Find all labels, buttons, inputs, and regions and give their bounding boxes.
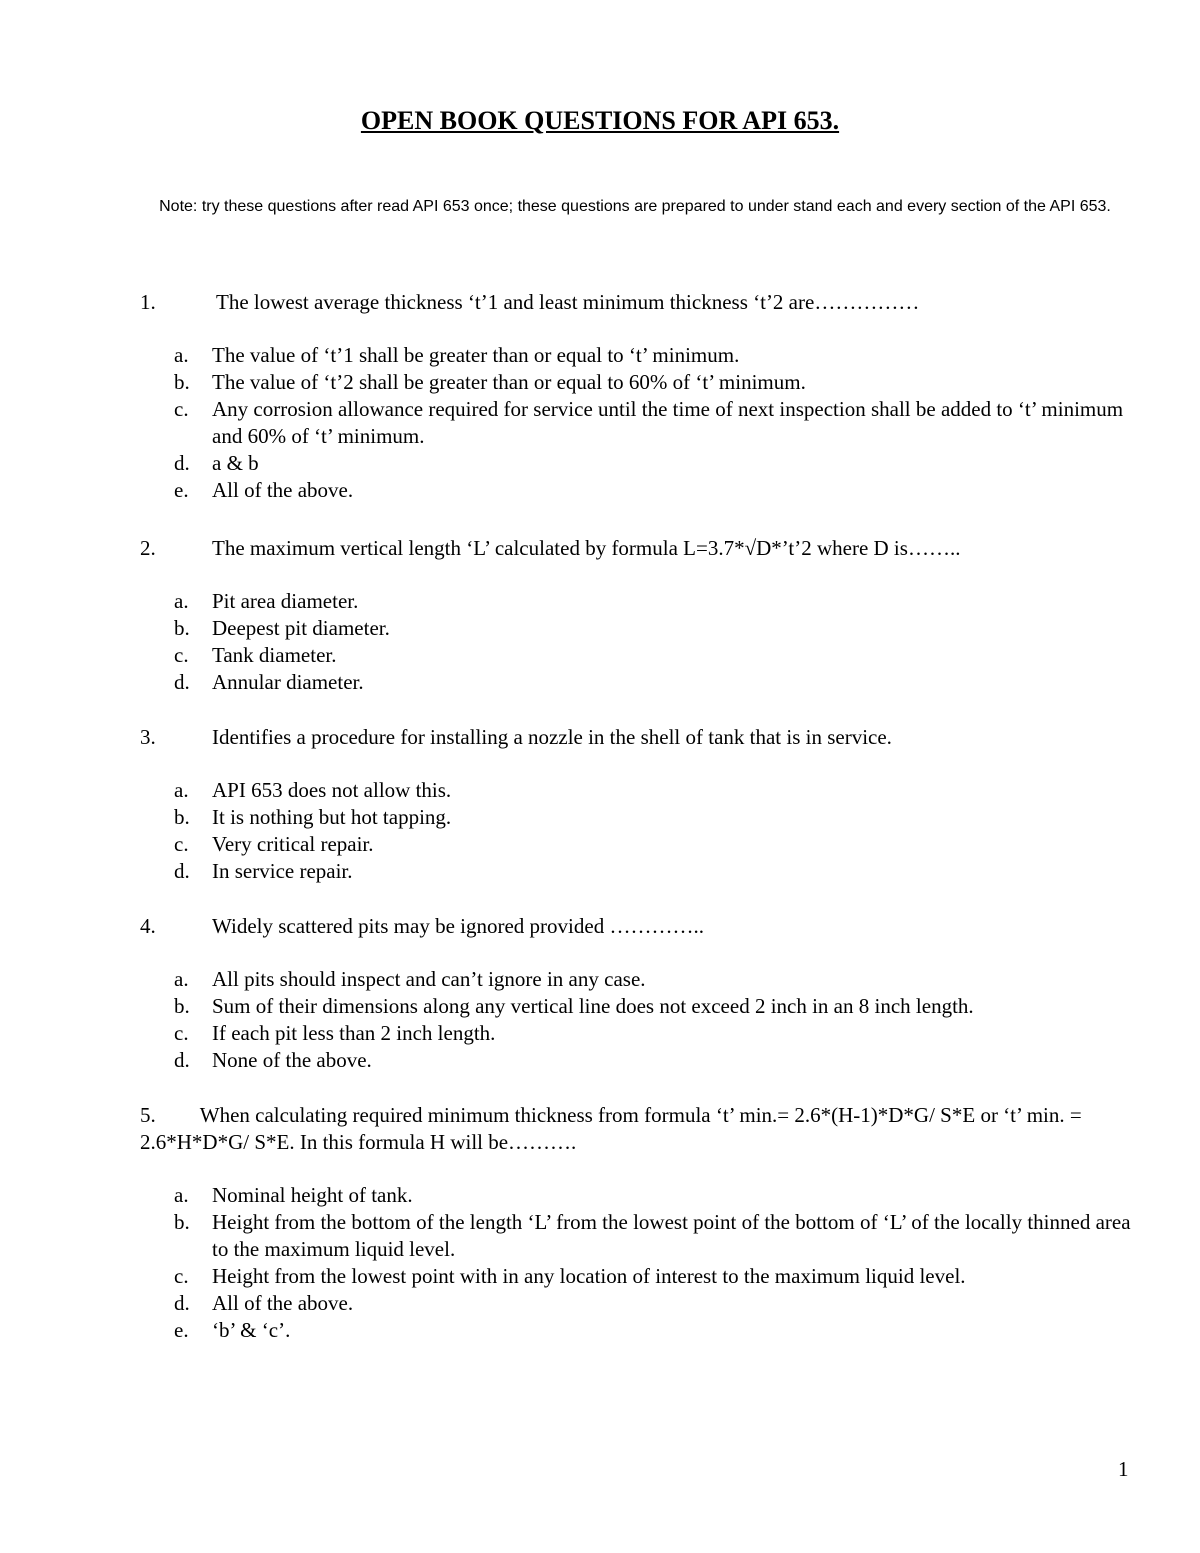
option-letter: b. <box>174 994 190 1018</box>
option-letter: d. <box>174 670 190 694</box>
option-letter: a. <box>174 967 189 991</box>
option-letter: b. <box>174 370 190 394</box>
option-text: All pits should inspect and can’t ignore in any case. <box>212 967 646 991</box>
option-letter: d. <box>174 859 190 883</box>
question-number: 2. <box>140 536 156 560</box>
option-text: None of the above. <box>212 1048 372 1072</box>
option-letter: d. <box>174 1048 190 1072</box>
option-text: Tank diameter. <box>212 643 337 667</box>
option-item <box>174 642 1134 669</box>
option-item <box>174 1047 1134 1074</box>
option-item <box>174 1209 1134 1263</box>
question-number: 3. <box>140 725 156 749</box>
question-text: The maximum vertical length ‘L’ calculated by formula L=3.7*√D*’t’2 where D is…….. <box>212 536 961 560</box>
option-text: ‘b’ & ‘c’. <box>212 1318 291 1342</box>
option-item <box>174 615 1134 642</box>
question-number: 1. <box>140 290 156 314</box>
option-letter: b. <box>174 616 190 640</box>
option-item <box>174 993 1134 1020</box>
page-title: OPEN BOOK QUESTIONS FOR API 653. <box>360 106 840 135</box>
option-text: Pit area diameter. <box>212 589 359 613</box>
option-text: The value of ‘t’1 shall be greater than or equal to ‘t’ minimum. <box>212 343 740 367</box>
question-text: The lowest average thickness ‘t’1 and least minimum thickness ‘t’2 are…………… <box>216 290 920 314</box>
option-letter: c. <box>174 832 189 856</box>
option-text: Sum of their dimensions along any vertical line does not exceed 2 inch in an 8 inch length. <box>212 994 974 1018</box>
option-text: The value of ‘t’2 shall be greater than or equal to 60% of ‘t’ minimum. <box>212 370 806 394</box>
question-3 <box>140 724 1140 751</box>
option-letter: a. <box>174 343 189 367</box>
question-3-options <box>174 777 1134 885</box>
option-item <box>174 342 1134 369</box>
option-text: Height from the bottom of the length ‘L’ from the lowest point of the bottom of ‘L’ of the locally thinned area to the maximum liquid level. <box>212 1210 1131 1261</box>
option-item <box>174 804 1134 831</box>
question-2 <box>140 535 1140 562</box>
option-item <box>174 1182 1134 1209</box>
option-letter: d. <box>174 1291 190 1315</box>
question-4-options <box>174 966 1134 1074</box>
option-letter: a. <box>174 589 189 613</box>
question-text: Identifies a procedure for installing a nozzle in the shell of tank that is in service. <box>212 725 892 749</box>
note-paragraph: Note: try these questions after read API 653 once; these questions are prepared to under stand each and every section of the API 653. <box>159 198 1111 215</box>
option-item <box>174 1317 1134 1344</box>
option-text: Nominal height of tank. <box>212 1183 413 1207</box>
option-letter: c. <box>174 397 189 421</box>
option-item <box>174 450 1134 477</box>
option-item <box>174 1290 1134 1317</box>
option-text: Deepest pit diameter. <box>212 616 390 640</box>
question-number: 4. <box>140 914 156 938</box>
option-letter: c. <box>174 1021 189 1045</box>
question-5 <box>140 1102 1130 1156</box>
question-text: Widely scattered pits may be ignored provided ………….. <box>212 914 704 938</box>
question-number: 5. <box>140 1103 156 1127</box>
option-letter: e. <box>174 478 189 502</box>
option-text: Very critical repair. <box>212 832 374 856</box>
option-item <box>174 588 1134 615</box>
option-text: Height from the lowest point with in any location of interest to the maximum liquid level. <box>212 1264 966 1288</box>
question-4 <box>140 913 1140 940</box>
option-letter: b. <box>174 805 190 829</box>
option-item <box>174 396 1134 450</box>
option-letter: e. <box>174 1318 189 1342</box>
option-text: If each pit less than 2 inch length. <box>212 1021 496 1045</box>
option-item <box>174 477 1134 504</box>
option-text: Annular diameter. <box>212 670 364 694</box>
option-letter: b. <box>174 1210 190 1234</box>
option-item <box>174 1263 1134 1290</box>
question-text: When calculating required minimum thickness from formula ‘t’ min.= 2.6*(H-1)*D*G/ S*E or ‘t’ min. = 2.6*H*D*G/ S*E. In this formula H will be………. <box>140 1103 1082 1154</box>
option-item <box>174 858 1134 885</box>
question-1 <box>140 289 1140 316</box>
option-item <box>174 1020 1134 1047</box>
option-item <box>174 777 1134 804</box>
option-item <box>174 669 1134 696</box>
question-1-options <box>174 342 1134 504</box>
option-text: All of the above. <box>212 1291 354 1315</box>
option-text: All of the above. <box>212 478 354 502</box>
option-item <box>174 831 1134 858</box>
option-item <box>174 966 1134 993</box>
option-text: In service repair. <box>212 859 353 883</box>
option-text: Any corrosion allowance required for service until the time of next inspection shall be added to ‘t’ minimum and 60% of ‘t’ minimum. <box>212 397 1124 448</box>
option-letter: d. <box>174 451 190 475</box>
option-letter: a. <box>174 1183 189 1207</box>
option-letter: a. <box>174 778 189 802</box>
option-text: It is nothing but hot tapping. <box>212 805 452 829</box>
option-letter: c. <box>174 643 189 667</box>
page-number: 1 <box>1118 1457 1129 1481</box>
option-text: API 653 does not allow this. <box>212 778 452 802</box>
option-item <box>174 369 1134 396</box>
question-5-options <box>174 1182 1134 1344</box>
option-text: a & b <box>212 451 259 475</box>
question-2-options <box>174 588 1134 696</box>
option-letter: c. <box>174 1264 189 1288</box>
